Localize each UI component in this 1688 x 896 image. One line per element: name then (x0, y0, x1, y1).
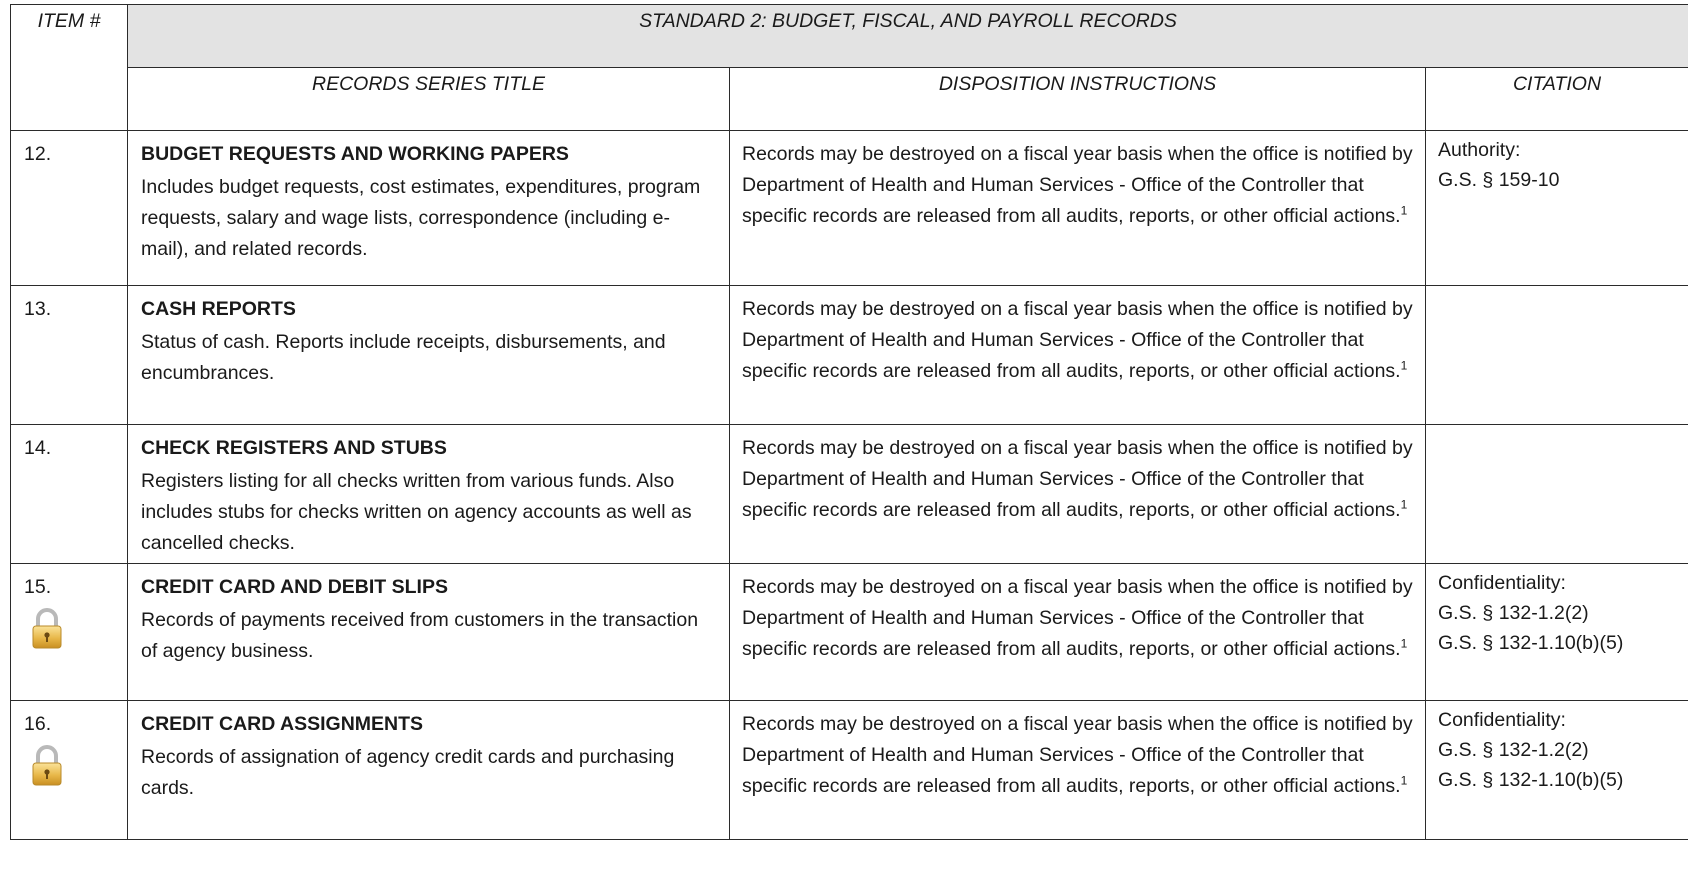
citation-line: Authority: (1438, 139, 1521, 161)
disposition-cell (730, 286, 1426, 425)
table-row (11, 425, 1688, 564)
citation-cell (1426, 564, 1688, 701)
citation-cell (1426, 131, 1688, 286)
standard-header: STANDARD 2: BUDGET, FISCAL, AND PAYROLL RECORDS (128, 5, 1688, 68)
citation-line: G.S. § 159-10 (1438, 169, 1560, 191)
table-row (11, 286, 1688, 425)
item-number: 15. (24, 576, 52, 598)
citation-header: CITATION (1426, 68, 1688, 131)
series-title: CREDIT CARD AND DEBIT SLIPS (141, 576, 448, 598)
series-title-cell (128, 131, 730, 286)
disposition-cell (730, 564, 1426, 701)
lock-icon (28, 742, 66, 788)
citation-line: G.S. § 132-1.10(b)(5) (1438, 632, 1624, 654)
series-title: BUDGET REQUESTS AND WORKING PAPERS (141, 143, 569, 165)
item-number-cell (11, 701, 128, 840)
citation-line: Confidentiality: (1438, 572, 1566, 594)
citation-cell (1426, 701, 1688, 840)
disposition-cell (730, 701, 1426, 840)
disposition-cell (730, 131, 1426, 286)
table-row (11, 564, 1688, 701)
lock-icon (28, 605, 66, 651)
footnote-marker: 1 (1400, 773, 1408, 788)
records-series-title-header: RECORDS SERIES TITLE (128, 68, 730, 131)
citation-line: G.S. § 132-1.2(2) (1438, 602, 1589, 624)
item-number: 12. (24, 143, 52, 165)
series-title: CASH REPORTS (141, 298, 296, 320)
citation-line: G.S. § 132-1.10(b)(5) (1438, 769, 1624, 791)
item-number-cell (11, 564, 128, 701)
item-number-header: ITEM # (11, 5, 128, 131)
table-row (11, 701, 1688, 840)
series-description: Records of payments received from customers in the transaction of agency business. (141, 609, 699, 662)
item-number-cell (11, 425, 128, 564)
citation-line: G.S. § 132-1.2(2) (1438, 739, 1589, 761)
footnote-marker: 1 (1400, 203, 1408, 218)
series-title: CREDIT CARD ASSIGNMENTS (141, 713, 424, 735)
series-description: Status of cash. Reports include receipts, disbursements, and encumbrances. (141, 331, 666, 384)
table-body (11, 131, 1688, 840)
footnote-marker: 1 (1400, 358, 1408, 373)
item-number: 14. (24, 437, 52, 459)
disposition-text: Records may be destroyed on a fiscal year basis when the office is notified by Department of Health and Human Services - Office of the Controller that specific records are released from all audits, reports, or other official actions. (742, 576, 1413, 660)
item-number: 16. (24, 713, 52, 735)
disposition-cell (730, 425, 1426, 564)
item-number: 13. (24, 298, 52, 320)
citation-cell (1426, 425, 1688, 564)
citation-cell (1426, 286, 1688, 425)
item-number-cell (11, 286, 128, 425)
disposition-instructions-header: DISPOSITION INSTRUCTIONS (730, 68, 1426, 131)
series-title-cell (128, 425, 730, 564)
disposition-text: Records may be destroyed on a fiscal year basis when the office is notified by Department of Health and Human Services - Office of the Controller that specific records are released from all audits, reports, or other official actions. (742, 143, 1413, 227)
series-title-cell (128, 701, 730, 840)
disposition-text: Records may be destroyed on a fiscal year basis when the office is notified by Department of Health and Human Services - Office of the Controller that specific records are released from all audits, reports, or other official actions. (742, 298, 1413, 382)
series-title: CHECK REGISTERS AND STUBS (141, 437, 447, 459)
footnote-marker: 1 (1400, 497, 1408, 512)
series-description: Registers listing for all checks written from various funds. Also includes stubs for checks written on agency accounts as well as cancelled checks. (141, 470, 692, 554)
item-number-cell (11, 131, 128, 286)
records-retention-table (10, 4, 1688, 840)
series-title-cell (128, 286, 730, 425)
table-row (11, 131, 1688, 286)
footnote-marker: 1 (1400, 636, 1408, 651)
series-title-cell (128, 564, 730, 701)
disposition-text: Records may be destroyed on a fiscal year basis when the office is notified by Department of Health and Human Services - Office of the Controller that specific records are released from all audits, reports, or other official actions. (742, 437, 1413, 521)
disposition-text: Records may be destroyed on a fiscal year basis when the office is notified by Department of Health and Human Services - Office of the Controller that specific records are released from all audits, reports, or other official actions. (742, 713, 1413, 797)
citation-line: Confidentiality: (1438, 709, 1566, 731)
series-description: Records of assignation of agency credit cards and purchasing cards. (141, 746, 675, 799)
series-description: Includes budget requests, cost estimates, expenditures, program requests, salary and wage lists, correspondence (including e-mail), and related records. (141, 176, 701, 260)
